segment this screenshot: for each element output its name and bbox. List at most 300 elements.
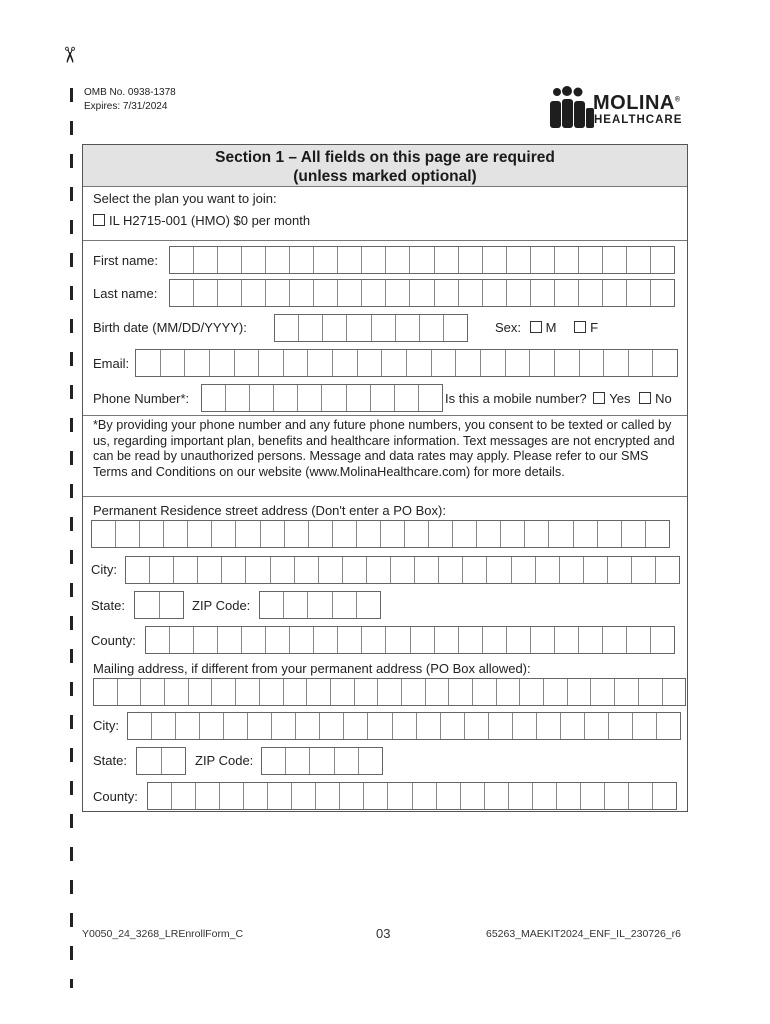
char-cell[interactable] (290, 280, 314, 306)
char-cell[interactable] (355, 679, 379, 705)
plan-option[interactable] (93, 213, 310, 228)
char-cell[interactable] (584, 557, 608, 583)
footer-form-code: Y0050_24_3268_LREnrollForm_C (82, 928, 244, 940)
char-cell[interactable] (92, 521, 116, 547)
char-cell[interactable] (533, 783, 557, 809)
char-cell[interactable] (501, 521, 525, 547)
cut-line (70, 88, 73, 988)
char-cell[interactable] (200, 713, 224, 739)
char-cell[interactable] (386, 280, 410, 306)
char-cell[interactable] (461, 783, 485, 809)
char-cell[interactable] (335, 748, 359, 774)
char-cell[interactable] (381, 521, 405, 547)
char-cell[interactable] (371, 385, 395, 411)
char-cell[interactable] (188, 521, 212, 547)
char-cell[interactable] (549, 521, 573, 547)
birth-date-label: Birth date (MM/DD/YYYY): (93, 320, 247, 335)
char-cell[interactable] (248, 713, 272, 739)
char-cell[interactable] (579, 627, 603, 653)
section-1-form (82, 144, 688, 812)
divider (83, 496, 687, 497)
email-input[interactable] (135, 349, 678, 377)
char-cell[interactable] (402, 679, 426, 705)
mobile-yes-checkbox[interactable] (593, 392, 605, 404)
char-cell[interactable] (150, 557, 174, 583)
char-cell[interactable] (453, 521, 477, 547)
char-cell[interactable] (459, 247, 483, 273)
char-cell[interactable] (222, 557, 246, 583)
char-cell[interactable] (483, 627, 507, 653)
char-cell[interactable] (319, 557, 343, 583)
char-cell[interactable] (244, 783, 268, 809)
mobile-group (445, 391, 672, 406)
char-cell[interactable] (116, 521, 140, 547)
char-cell[interactable] (310, 748, 334, 774)
char-cell[interactable] (629, 350, 654, 376)
char-cell[interactable] (656, 557, 679, 583)
phone-input[interactable] (201, 384, 443, 412)
char-cell[interactable] (608, 557, 632, 583)
char-cell[interactable] (314, 627, 338, 653)
char-cell[interactable] (483, 280, 507, 306)
char-cell[interactable] (591, 679, 615, 705)
email-label: Email: (93, 356, 130, 371)
plan-checkbox[interactable] (93, 214, 105, 226)
char-cell[interactable] (391, 557, 415, 583)
char-cell[interactable] (627, 247, 651, 273)
logo-sub: HEALTHCARE (594, 114, 683, 126)
char-cell[interactable] (236, 679, 260, 705)
char-cell[interactable] (290, 627, 314, 653)
char-cell[interactable] (172, 783, 196, 809)
char-cell[interactable] (574, 521, 598, 547)
char-cell[interactable] (555, 627, 579, 653)
char-cell[interactable] (141, 679, 165, 705)
char-cell[interactable] (295, 557, 319, 583)
char-cell[interactable] (537, 713, 561, 739)
char-cell[interactable] (338, 627, 362, 653)
sex-m-label: M (545, 320, 557, 335)
char-cell[interactable] (189, 679, 213, 705)
char-cell[interactable] (506, 350, 531, 376)
char-cell[interactable] (359, 748, 382, 774)
char-cell[interactable] (439, 557, 463, 583)
char-cell[interactable] (485, 783, 509, 809)
char-cell[interactable] (368, 713, 392, 739)
char-cell[interactable] (487, 557, 511, 583)
char-cell[interactable] (242, 247, 266, 273)
permanent-street-input[interactable] (91, 520, 670, 548)
char-cell[interactable] (362, 627, 386, 653)
char-cell[interactable] (603, 247, 627, 273)
char-cell[interactable] (512, 557, 536, 583)
char-cell[interactable] (497, 679, 521, 705)
char-cell[interactable] (198, 557, 222, 583)
char-cell[interactable] (333, 592, 357, 618)
char-cell[interactable] (568, 679, 592, 705)
char-cell[interactable] (419, 385, 442, 411)
char-cell[interactable] (202, 385, 226, 411)
phone-label: Phone Number*: (93, 391, 190, 406)
omb-expires: Expires: 7/31/2024 (84, 101, 168, 112)
char-cell[interactable] (663, 679, 686, 705)
char-cell[interactable] (333, 350, 358, 376)
char-cell[interactable] (299, 315, 323, 341)
plan-option-label: IL H2715-001 (HMO) $0 per month (109, 213, 311, 228)
divider (83, 415, 687, 416)
char-cell[interactable] (420, 315, 444, 341)
char-cell[interactable] (441, 713, 465, 739)
char-cell[interactable] (308, 350, 333, 376)
logo-registered: ® (674, 96, 681, 104)
char-cell[interactable] (555, 350, 580, 376)
sex-m-checkbox[interactable] (530, 321, 542, 333)
char-cell[interactable] (415, 557, 439, 583)
char-cell[interactable] (362, 280, 386, 306)
footer-doc-code: 65263_MAEKIT2024_ENF_IL_230726_r6 (486, 928, 681, 940)
char-cell[interactable] (194, 247, 218, 273)
permanent-address-title: Permanent Residence street address (Don't enter a PO Box): (93, 503, 446, 518)
sex-f-label: F (590, 320, 599, 335)
char-cell[interactable] (170, 247, 194, 273)
char-cell[interactable] (603, 627, 627, 653)
permanent-county-input[interactable] (145, 626, 675, 654)
char-cell[interactable] (561, 713, 585, 739)
char-cell[interactable] (483, 247, 507, 273)
char-cell[interactable] (94, 679, 118, 705)
char-cell[interactable] (633, 713, 657, 739)
char-cell[interactable] (386, 247, 410, 273)
permanent-state-input[interactable] (134, 591, 184, 619)
mailing-state-label: State: (93, 753, 127, 768)
char-cell[interactable] (284, 592, 308, 618)
molina-logo (548, 86, 688, 130)
char-cell[interactable] (284, 679, 308, 705)
char-cell[interactable] (388, 783, 412, 809)
char-cell[interactable] (477, 521, 501, 547)
char-cell[interactable] (347, 315, 371, 341)
char-cell[interactable] (285, 521, 309, 547)
char-cell[interactable] (435, 627, 459, 653)
char-cell[interactable] (410, 247, 434, 273)
char-cell[interactable] (429, 521, 453, 547)
char-cell[interactable] (146, 627, 170, 653)
char-cell[interactable] (344, 713, 368, 739)
char-cell[interactable] (632, 557, 656, 583)
char-cell[interactable] (194, 627, 218, 653)
char-cell[interactable] (557, 783, 581, 809)
char-cell[interactable] (292, 783, 316, 809)
char-cell[interactable] (395, 385, 419, 411)
char-cell[interactable] (242, 627, 266, 653)
char-cell[interactable] (212, 679, 236, 705)
char-cell[interactable] (463, 557, 487, 583)
char-cell[interactable] (386, 627, 410, 653)
char-cell[interactable] (580, 350, 605, 376)
char-cell[interactable] (489, 713, 513, 739)
mobile-no-label: No (655, 391, 672, 406)
char-cell[interactable] (657, 713, 680, 739)
char-cell[interactable] (579, 247, 603, 273)
char-cell[interactable] (176, 713, 200, 739)
char-cell[interactable] (544, 679, 568, 705)
char-cell[interactable] (331, 679, 355, 705)
char-cell[interactable] (218, 627, 242, 653)
char-cell[interactable] (629, 783, 653, 809)
char-cell[interactable] (135, 592, 160, 618)
char-cell[interactable] (653, 783, 676, 809)
char-cell[interactable] (627, 280, 651, 306)
char-cell[interactable] (260, 592, 284, 618)
divider (83, 240, 687, 241)
birth-date-input[interactable] (274, 314, 468, 342)
mailing-city-label: City: (93, 718, 119, 733)
char-cell[interactable] (378, 679, 402, 705)
char-cell[interactable] (266, 627, 290, 653)
char-cell[interactable] (459, 280, 483, 306)
char-cell[interactable] (296, 713, 320, 739)
mobile-no-checkbox[interactable] (639, 392, 651, 404)
char-cell[interactable] (393, 713, 417, 739)
char-cell[interactable] (338, 280, 362, 306)
char-cell[interactable] (137, 748, 162, 774)
char-cell[interactable] (148, 783, 172, 809)
char-cell[interactable] (118, 679, 142, 705)
char-cell[interactable] (560, 557, 584, 583)
mailing-zip-input[interactable] (261, 747, 383, 775)
char-cell[interactable] (646, 521, 669, 547)
char-cell[interactable] (372, 315, 396, 341)
char-cell[interactable] (530, 350, 555, 376)
char-cell[interactable] (196, 783, 220, 809)
char-cell[interactable] (284, 350, 309, 376)
char-cell[interactable] (160, 592, 184, 618)
mailing-state-input[interactable] (136, 747, 186, 775)
char-cell[interactable] (605, 783, 629, 809)
char-cell[interactable] (473, 679, 497, 705)
section-title: Section 1 – All fields on this page are required (215, 149, 555, 166)
char-cell[interactable] (307, 679, 331, 705)
char-cell[interactable] (507, 280, 531, 306)
char-cell[interactable] (536, 557, 560, 583)
char-cell[interactable] (220, 783, 244, 809)
char-cell[interactable] (358, 350, 383, 376)
char-cell[interactable] (465, 713, 489, 739)
section-header (83, 145, 687, 187)
char-cell[interactable] (639, 679, 663, 705)
char-cell[interactable] (262, 748, 286, 774)
char-cell[interactable] (615, 679, 639, 705)
char-cell[interactable] (261, 521, 285, 547)
char-cell[interactable] (259, 350, 284, 376)
char-cell[interactable] (136, 350, 161, 376)
char-cell[interactable] (314, 247, 338, 273)
char-cell[interactable] (320, 713, 344, 739)
permanent-zip-label: ZIP Code: (192, 598, 251, 613)
char-cell[interactable] (152, 713, 176, 739)
char-cell[interactable] (622, 521, 646, 547)
char-cell[interactable] (555, 280, 579, 306)
char-cell[interactable] (651, 247, 674, 273)
char-cell[interactable] (357, 521, 381, 547)
char-cell[interactable] (235, 350, 260, 376)
char-cell[interactable] (396, 315, 420, 341)
char-cell[interactable] (323, 315, 347, 341)
plan-prompt: Select the plan you want to join: (93, 191, 277, 206)
char-cell[interactable] (513, 713, 537, 739)
sex-label: Sex: (495, 320, 522, 335)
char-cell[interactable] (449, 679, 473, 705)
char-cell[interactable] (271, 557, 295, 583)
last-name-input[interactable] (169, 279, 675, 307)
char-cell[interactable] (382, 350, 407, 376)
char-cell[interactable] (509, 783, 533, 809)
char-cell[interactable] (126, 557, 150, 583)
char-cell[interactable] (585, 713, 609, 739)
char-cell[interactable] (218, 247, 242, 273)
char-cell[interactable] (437, 783, 461, 809)
char-cell[interactable] (268, 783, 292, 809)
char-cell[interactable] (246, 557, 270, 583)
char-cell[interactable] (272, 713, 296, 739)
char-cell[interactable] (338, 247, 362, 273)
char-cell[interactable] (531, 247, 555, 273)
char-cell[interactable] (170, 627, 194, 653)
char-cell[interactable] (456, 350, 481, 376)
char-cell[interactable] (316, 783, 340, 809)
sex-f-checkbox[interactable] (574, 321, 586, 333)
char-cell[interactable] (531, 627, 555, 653)
char-cell[interactable] (651, 627, 674, 653)
char-cell[interactable] (185, 350, 210, 376)
char-cell[interactable] (413, 783, 437, 809)
char-cell[interactable] (275, 315, 299, 341)
page-number: 03 (376, 926, 391, 941)
char-cell[interactable] (298, 385, 322, 411)
mailing-county-input[interactable] (147, 782, 677, 810)
char-cell[interactable] (170, 280, 194, 306)
logo-name: MOLINA (593, 92, 675, 114)
mailing-city-input[interactable] (127, 712, 681, 740)
char-cell[interactable] (260, 679, 284, 705)
char-cell[interactable] (194, 280, 218, 306)
char-cell[interactable] (426, 679, 450, 705)
char-cell[interactable] (653, 350, 677, 376)
char-cell[interactable] (367, 557, 391, 583)
permanent-city-label: City: (91, 562, 117, 577)
char-cell[interactable] (481, 350, 506, 376)
char-cell[interactable] (525, 521, 549, 547)
char-cell[interactable] (405, 521, 429, 547)
scissors-icon: ✂ (57, 45, 83, 65)
char-cell[interactable] (598, 521, 622, 547)
section-subtitle: (unless marked optional) (293, 168, 477, 185)
char-cell[interactable] (507, 627, 531, 653)
char-cell[interactable] (410, 280, 434, 306)
char-cell[interactable] (165, 679, 189, 705)
char-cell[interactable] (224, 713, 248, 739)
char-cell[interactable] (308, 592, 332, 618)
char-cell[interactable] (340, 783, 364, 809)
char-cell[interactable] (226, 385, 250, 411)
char-cell[interactable] (174, 557, 198, 583)
char-cell[interactable] (290, 247, 314, 273)
first-name-input[interactable] (169, 246, 675, 274)
char-cell[interactable] (266, 247, 290, 273)
char-cell[interactable] (555, 247, 579, 273)
char-cell[interactable] (603, 280, 627, 306)
char-cell[interactable] (161, 350, 186, 376)
char-cell[interactable] (444, 315, 467, 341)
char-cell[interactable] (164, 521, 188, 547)
char-cell[interactable] (435, 280, 459, 306)
permanent-state-label: State: (91, 598, 125, 613)
char-cell[interactable] (609, 713, 633, 739)
char-cell[interactable] (651, 280, 674, 306)
char-cell[interactable] (333, 521, 357, 547)
char-cell[interactable] (347, 385, 371, 411)
permanent-county-label: County: (91, 633, 136, 648)
char-cell[interactable] (128, 713, 152, 739)
char-cell[interactable] (407, 350, 432, 376)
char-cell[interactable] (362, 247, 386, 273)
char-cell[interactable] (343, 557, 367, 583)
char-cell[interactable] (520, 679, 544, 705)
char-cell[interactable] (162, 748, 186, 774)
omb-number: OMB No. 0938-1378 (84, 87, 176, 98)
char-cell[interactable] (212, 521, 236, 547)
char-cell[interactable] (274, 385, 298, 411)
char-cell[interactable] (357, 592, 380, 618)
char-cell[interactable] (507, 247, 531, 273)
char-cell[interactable] (627, 627, 651, 653)
char-cell[interactable] (210, 350, 235, 376)
char-cell[interactable] (531, 280, 555, 306)
char-cell[interactable] (432, 350, 457, 376)
mailing-county-label: County: (93, 789, 138, 804)
char-cell[interactable] (250, 385, 274, 411)
char-cell[interactable] (435, 247, 459, 273)
people-logo-icon (548, 86, 596, 128)
char-cell[interactable] (581, 783, 605, 809)
char-cell[interactable] (309, 521, 333, 547)
char-cell[interactable] (242, 280, 266, 306)
char-cell[interactable] (218, 280, 242, 306)
permanent-zip-input[interactable] (259, 591, 381, 619)
char-cell[interactable] (140, 521, 164, 547)
mailing-address-title: Mailing address, if different from your permanent address (PO Box allowed): (93, 661, 531, 676)
permanent-city-input[interactable] (125, 556, 680, 584)
mailing-zip-label: ZIP Code: (195, 753, 254, 768)
omb-info (84, 86, 176, 114)
sms-consent-note: *By providing your phone number and any future phone numbers, you consent to be texted or called by us, regarding important plan, benefits and healthcare information. Text messages are not encrypted and can be read by unauthorized persons. Message and data rates may apply. Please refer to our SMS Terms and Conditions on our website (www.MolinaHealthcare.com) for more details. (93, 418, 675, 479)
mobile-yes-label: Yes (609, 391, 631, 406)
char-cell[interactable] (314, 280, 338, 306)
char-cell[interactable] (411, 627, 435, 653)
sex-group (495, 320, 598, 335)
char-cell[interactable] (417, 713, 441, 739)
char-cell[interactable] (286, 748, 310, 774)
char-cell[interactable] (236, 521, 260, 547)
char-cell[interactable] (604, 350, 629, 376)
char-cell[interactable] (322, 385, 346, 411)
char-cell[interactable] (266, 280, 290, 306)
first-name-label: First name: (93, 253, 159, 268)
char-cell[interactable] (364, 783, 388, 809)
mailing-street-input[interactable] (93, 678, 686, 706)
char-cell[interactable] (579, 280, 603, 306)
char-cell[interactable] (459, 627, 483, 653)
